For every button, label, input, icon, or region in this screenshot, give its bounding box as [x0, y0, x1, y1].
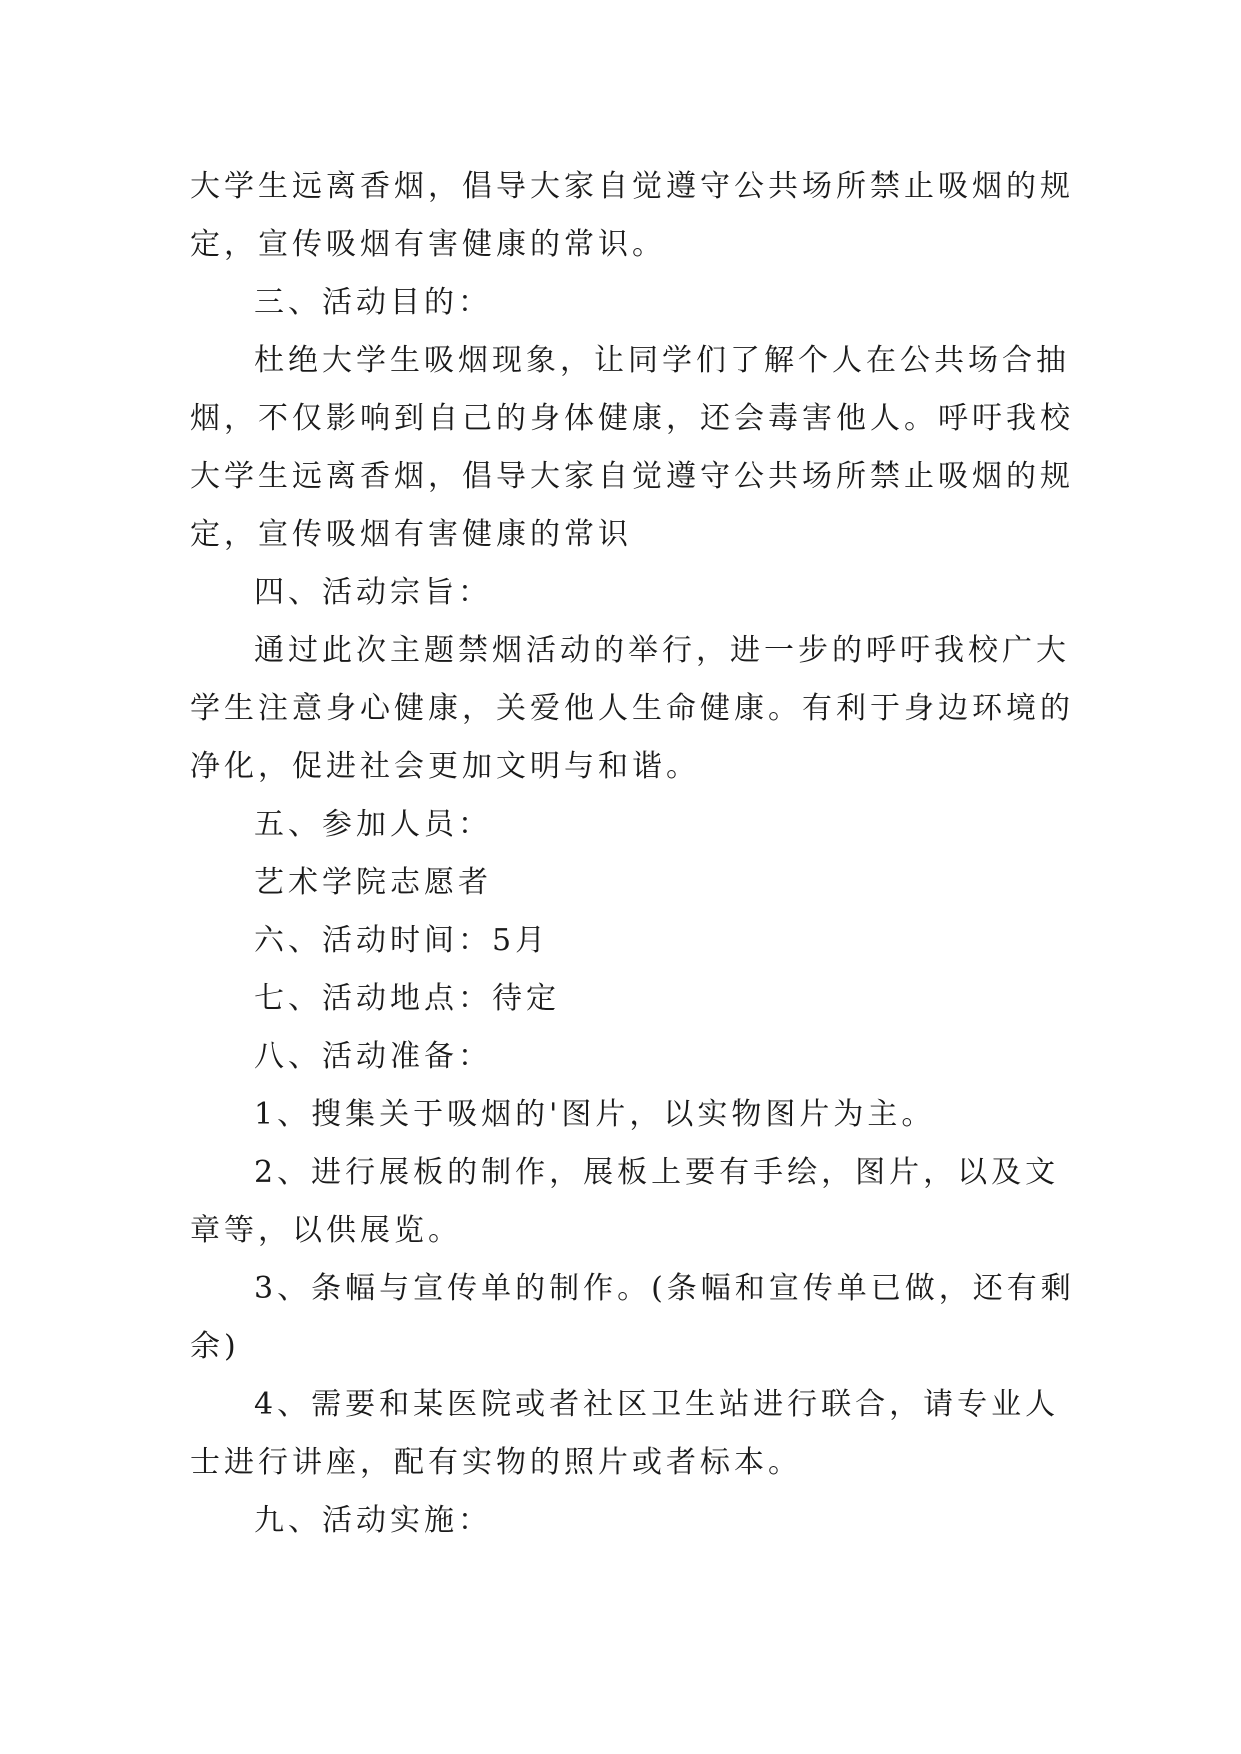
text-line: 艺术学院志愿者	[254, 865, 492, 900]
text-line: 通过此次主题禁烟活动的举行，进一步的呼吁我校广大	[254, 633, 1070, 668]
text-line: 学生注意身心健康，关爱他人生命健康。有利于身边环境的	[190, 691, 1074, 726]
text-line: 杜绝大学生吸烟现象，让同学们了解个人在公共场合抽	[254, 343, 1070, 378]
text-line: 八、活动准备：	[254, 1039, 492, 1074]
text-line: 七、活动地点：待定	[254, 981, 560, 1016]
text-line: 净化，促进社会更加文明与和谐。	[190, 749, 700, 784]
text-line: 五、参加人员：	[254, 807, 492, 842]
text-line: 定，宣传吸烟有害健康的常识。	[190, 227, 666, 262]
text-line: 大学生远离香烟，倡导大家自觉遵守公共场所禁止吸烟的规	[190, 169, 1074, 204]
text-line: 三、活动目的：	[254, 285, 492, 320]
text-line: 四、活动宗旨：	[254, 575, 492, 610]
text-line: 定，宣传吸烟有害健康的常识	[190, 517, 632, 552]
text-line: 章等，以供展览。	[190, 1213, 462, 1248]
text-line: 大学生远离香烟，倡导大家自觉遵守公共场所禁止吸烟的规	[190, 459, 1074, 494]
text-line: 九、活动实施：	[254, 1503, 492, 1538]
text-line: 余)	[190, 1329, 240, 1364]
document-body	[190, 158, 1075, 1550]
text-line: 士进行讲座，配有实物的照片或者标本。	[190, 1445, 802, 1480]
text-line: 2、进行展板的制作，展板上要有手绘，图片，以及文	[254, 1155, 1060, 1190]
text-line: 1、搜集关于吸烟的'图片，以实物图片为主。	[254, 1097, 936, 1132]
text-line: 烟，不仅影响到自己的身体健康，还会毒害他人。呼吁我校	[190, 401, 1074, 436]
text-line: 4、需要和某医院或者社区卫生站进行联合，请专业人	[254, 1387, 1060, 1422]
text-line: 3、条幅与宣传单的制作。(条幅和宣传单已做，还有剩	[254, 1271, 1075, 1306]
text-line: 六、活动时间：5月	[254, 923, 550, 958]
